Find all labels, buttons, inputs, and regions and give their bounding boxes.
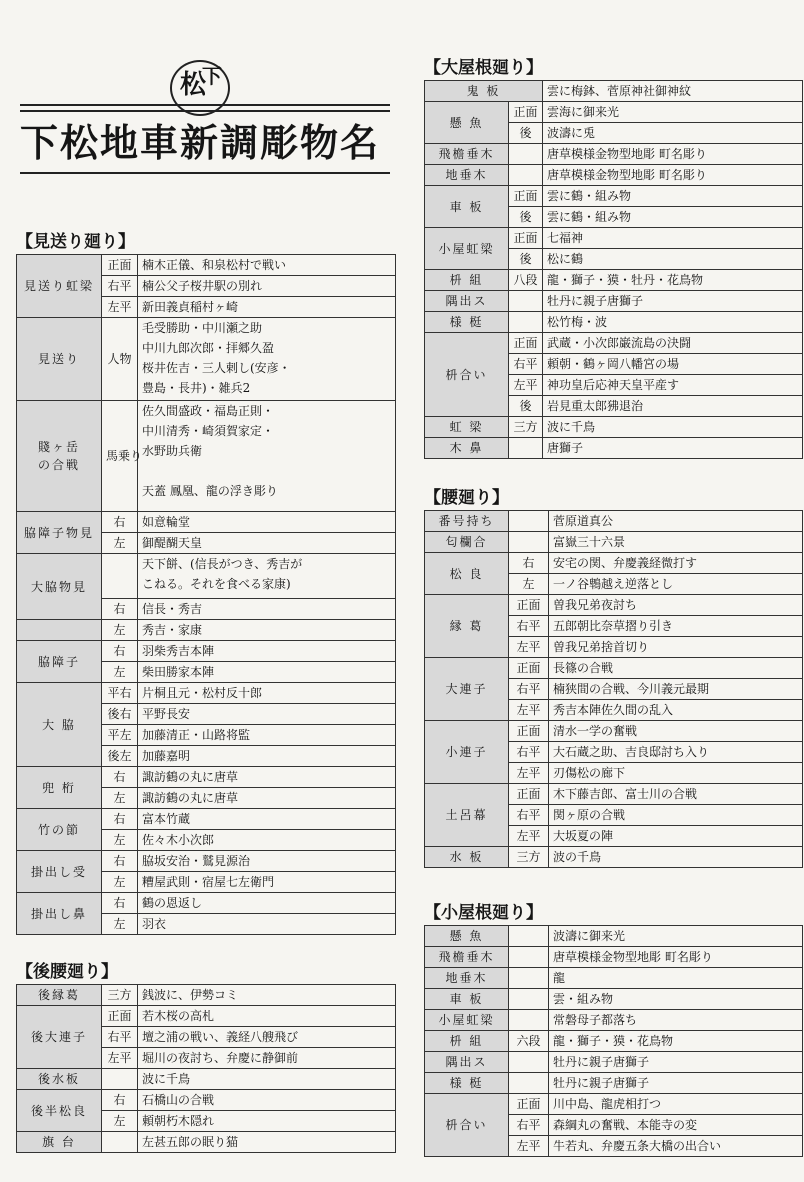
table-row — [17, 985, 396, 1006]
table-row — [17, 1132, 396, 1153]
position-cell: 左平 — [102, 1048, 138, 1069]
position-cell: 右 — [102, 851, 138, 872]
table-row — [425, 438, 803, 459]
table-row — [17, 512, 396, 533]
carving-name: 波濤に御来光 — [549, 926, 803, 947]
position-cell: 右 — [509, 553, 549, 574]
position-cell: 正面 — [509, 186, 543, 207]
position-cell: 三方 — [509, 847, 549, 868]
carving-name: 富本竹蔵 — [138, 809, 396, 830]
row-label: 枡 組 — [425, 270, 509, 291]
position-cell — [509, 947, 549, 968]
table-row — [425, 1073, 803, 1094]
table-row — [17, 1069, 396, 1090]
row-label: 脇障子物見 — [17, 512, 102, 554]
position-cell: 左平 — [102, 297, 138, 318]
position-cell: 右平 — [509, 679, 549, 700]
row-label: 懸 魚 — [425, 926, 509, 947]
position-cell: 左 — [102, 1111, 138, 1132]
row-label: 車 板 — [425, 186, 509, 228]
position-cell: 左 — [509, 574, 549, 595]
position-cell: 後左 — [102, 746, 138, 767]
carving-name: 佐々木小次郎 — [138, 830, 396, 851]
position-cell: 左平 — [509, 700, 549, 721]
section-title: 【見送り廻り】 — [16, 232, 135, 252]
position-cell — [509, 1010, 549, 1031]
position-cell: 右 — [102, 512, 138, 533]
carving-name: 脇坂安治・鷲見源治 — [138, 851, 396, 872]
carving-name: 牡丹に親子唐獅子 — [543, 291, 803, 312]
row-label: 隅出ス — [425, 1052, 509, 1073]
row-label: 兜 桁 — [17, 767, 102, 809]
carving-name: 堀川の夜討ち、弁慶に静御前 — [138, 1048, 396, 1069]
carving-name: 波濤に兎 — [543, 123, 803, 144]
position-cell — [509, 144, 543, 165]
carving-name: 松竹梅・波 — [543, 312, 803, 333]
carving-name: 若木桜の高札 — [138, 1006, 396, 1027]
table-row — [425, 165, 803, 186]
position-cell: 正面 — [509, 658, 549, 679]
section-table — [424, 80, 803, 459]
table-row — [425, 847, 803, 868]
position-cell: 右 — [102, 599, 138, 620]
position-cell: 後右 — [102, 704, 138, 725]
table-row — [17, 641, 396, 662]
table-row — [425, 102, 803, 123]
position-cell: 右平 — [509, 354, 543, 375]
carving-name: 大石蔵之助、吉良邸討ち入り — [549, 742, 803, 763]
position-cell: 正面 — [102, 1006, 138, 1027]
position-cell — [509, 926, 549, 947]
section — [424, 901, 803, 1157]
carving-name: 佐久間盛政・福島正則・ 中川清秀・崎須賀家定・ 水野助兵衛 天蓋 鳳凰、龍の浮き彫り — [138, 401, 396, 512]
table-row — [425, 926, 803, 947]
carving-name: 牡丹に親子唐獅子 — [549, 1073, 803, 1094]
position-cell — [509, 532, 549, 553]
title-rule-top-2 — [20, 110, 390, 112]
row-label: 見送り — [17, 318, 102, 401]
carving-name: 唐草模様金物型地彫 町名彫り — [543, 144, 803, 165]
row-label: 様 梃 — [425, 312, 509, 333]
carving-name: 七福神 — [543, 228, 803, 249]
table-row — [425, 312, 803, 333]
carving-name: 諏訪鶴の丸に唐草 — [138, 788, 396, 809]
table-row — [425, 1094, 803, 1115]
table-row — [17, 318, 396, 401]
carving-name: 鶴の恩返し — [138, 893, 396, 914]
carving-name: 加藤清正・山路将監 — [138, 725, 396, 746]
carving-name: 関ヶ原の合戦 — [549, 805, 803, 826]
row-label: 松 良 — [425, 553, 509, 595]
carving-name: 石橋山の合戦 — [138, 1090, 396, 1111]
logo-char-1: 松 — [180, 70, 207, 100]
row-label: 地垂木 — [425, 165, 509, 186]
carving-name: 信長・秀吉 — [138, 599, 396, 620]
section — [16, 230, 396, 935]
position-cell: 正面 — [509, 784, 549, 805]
table-row — [425, 1010, 803, 1031]
position-cell: 左 — [102, 872, 138, 893]
section — [424, 486, 803, 868]
row-label: 地垂木 — [425, 968, 509, 989]
row-label: 様 梃 — [425, 1073, 509, 1094]
position-cell: 正面 — [509, 333, 543, 354]
position-cell: 右 — [102, 809, 138, 830]
carving-name: 唐草模様金物型地彫 町名彫り — [549, 947, 803, 968]
carving-name: 武蔵・小次郎巌流島の決闘 — [543, 333, 803, 354]
table-row — [17, 554, 396, 599]
carving-name: 牛若丸、弁慶五条大橋の出合い — [549, 1136, 803, 1157]
table-row — [425, 553, 803, 574]
row-label: 掛出し受 — [17, 851, 102, 893]
carving-name: 雲に梅鉢、菅原神社御神紋 — [543, 81, 803, 102]
position-cell — [509, 312, 543, 333]
row-label: 枡合い — [425, 1094, 509, 1157]
row-label: 後縁葛 — [17, 985, 102, 1006]
carving-name: 大坂夏の陣 — [549, 826, 803, 847]
table-row — [425, 784, 803, 805]
table-row — [17, 893, 396, 914]
carving-name: 諏訪鶴の丸に唐草 — [138, 767, 396, 788]
carving-name: 雲海に御来光 — [543, 102, 803, 123]
row-label: 竹の節 — [17, 809, 102, 851]
carving-name: 曽我兄弟捨首切り — [549, 637, 803, 658]
carving-name: 雲に鶴・組み物 — [543, 207, 803, 228]
carving-name: 頼朝・鶴ヶ岡八幡宮の場 — [543, 354, 803, 375]
logo-char-2: 下 — [202, 64, 222, 88]
section-title: 【大屋根廻り】 — [424, 58, 543, 78]
section-table — [424, 925, 803, 1157]
carving-name: 波に千鳥 — [543, 417, 803, 438]
position-cell: 後 — [509, 396, 543, 417]
table-row — [17, 851, 396, 872]
carving-name: 波の千鳥 — [549, 847, 803, 868]
position-cell: 右平 — [509, 742, 549, 763]
position-cell: 正面 — [509, 721, 549, 742]
carving-name: 毛受勝助・中川瀬之助 中川九郎次郎・拝郷久盈 桜井佐吉・三人剌し(安彦・ 豊島・長井)・雑兵2 — [138, 318, 396, 401]
table-row — [425, 658, 803, 679]
row-label: 枡 組 — [425, 1031, 509, 1052]
row-label: 枡合い — [425, 333, 509, 417]
position-cell: 右平 — [509, 616, 549, 637]
row-label: 旗 台 — [17, 1132, 102, 1153]
position-cell: 右平 — [509, 805, 549, 826]
position-cell: 左 — [102, 914, 138, 935]
carving-name: 新田義貞稲村ヶ崎 — [138, 297, 396, 318]
position-cell — [102, 1069, 138, 1090]
position-cell: 左 — [102, 620, 138, 641]
logo-emblem — [170, 60, 230, 116]
position-cell: 平右 — [102, 683, 138, 704]
table-row — [425, 144, 803, 165]
carving-name: 楠公父子桜井駅の別れ — [138, 276, 396, 297]
carving-name: 秀吉・家康 — [138, 620, 396, 641]
table-row — [425, 947, 803, 968]
carving-name: 清水一学の奮戦 — [549, 721, 803, 742]
position-cell: 平左 — [102, 725, 138, 746]
position-cell — [509, 438, 543, 459]
carving-name: 楠木正儀、和泉松村で戦い — [138, 255, 396, 276]
table-row — [425, 595, 803, 616]
position-cell: 八段 — [509, 270, 543, 291]
carving-name: 御醍醐天皇 — [138, 533, 396, 554]
section-table — [424, 510, 803, 868]
position-cell: 正面 — [509, 1094, 549, 1115]
row-label: 水 板 — [425, 847, 509, 868]
row-label: 番号持ち — [425, 511, 509, 532]
position-cell: 正面 — [509, 228, 543, 249]
row-label: 鬼 板 — [425, 81, 543, 102]
carving-name: 川中島、龍虎相打つ — [549, 1094, 803, 1115]
table-row — [425, 270, 803, 291]
carving-name: 秀吉本陣佐久間の乱入 — [549, 700, 803, 721]
position-cell — [509, 1052, 549, 1073]
row-label: 小屋虹梁 — [425, 228, 509, 270]
row-label: 飛檐垂木 — [425, 144, 509, 165]
carving-name: 壇之浦の戦い、義経八艘飛び — [138, 1027, 396, 1048]
position-cell: 正面 — [102, 255, 138, 276]
section-title: 【腰廻り】 — [424, 488, 509, 508]
row-label: 飛檐垂木 — [425, 947, 509, 968]
carving-name: 龍・獅子・獏・花鳥物 — [549, 1031, 803, 1052]
row-label: 隅出ス — [425, 291, 509, 312]
row-label: 匂欄合 — [425, 532, 509, 553]
section — [424, 56, 803, 459]
table-row — [425, 81, 803, 102]
table-row — [425, 511, 803, 532]
position-cell: 後 — [509, 207, 543, 228]
title-rule-top — [20, 104, 390, 106]
carving-name: 安宅の関、弁慶義経微打す — [549, 553, 803, 574]
table-row — [425, 721, 803, 742]
table-row — [17, 620, 396, 641]
table-row — [425, 1052, 803, 1073]
position-cell: 左平 — [509, 763, 549, 784]
row-label: 縁 葛 — [425, 595, 509, 658]
section-table — [16, 984, 396, 1153]
carving-name: 菅原道真公 — [549, 511, 803, 532]
table-row — [17, 809, 396, 830]
position-cell — [509, 1073, 549, 1094]
position-cell — [509, 165, 543, 186]
title-rule-bottom — [20, 172, 390, 174]
table-row — [17, 401, 396, 512]
row-label: 土呂幕 — [425, 784, 509, 847]
table-row — [425, 417, 803, 438]
position-cell — [509, 291, 543, 312]
carving-name: 頼朝朽木隠れ — [138, 1111, 396, 1132]
carving-name: 神功皇后応神天皇平産す — [543, 375, 803, 396]
position-cell: 後 — [509, 123, 543, 144]
carving-name: 雲に鶴・組み物 — [543, 186, 803, 207]
table-row — [17, 767, 396, 788]
page-header — [20, 58, 390, 168]
position-cell: 六段 — [509, 1031, 549, 1052]
carving-name: 楠狭間の合戦、今川義元最期 — [549, 679, 803, 700]
carving-name: 森綱丸の奮戦、本能寺の変 — [549, 1115, 803, 1136]
carving-name: 左甚五郎の眠り猫 — [138, 1132, 396, 1153]
table-row — [17, 1090, 396, 1111]
row-label: 後大連子 — [17, 1006, 102, 1069]
table-row — [17, 683, 396, 704]
carving-name: 羽柴秀吉本陣 — [138, 641, 396, 662]
position-cell — [102, 554, 138, 599]
carving-name: 片桐且元・松村反十郎 — [138, 683, 396, 704]
row-label: 賤ヶ岳 の合戦 — [17, 401, 102, 512]
carving-name: 龍 — [549, 968, 803, 989]
position-cell — [509, 968, 549, 989]
position-cell: 右平 — [102, 276, 138, 297]
row-label: 車 板 — [425, 989, 509, 1010]
position-cell: 左平 — [509, 1136, 549, 1157]
table-row — [425, 333, 803, 354]
carving-name: 木下藤吉郎、富士川の合戦 — [549, 784, 803, 805]
carving-name: 松に鶴 — [543, 249, 803, 270]
position-cell — [102, 1132, 138, 1153]
carving-name: 如意輪堂 — [138, 512, 396, 533]
position-cell: 右 — [102, 767, 138, 788]
row-label: 大 脇 — [17, 683, 102, 767]
row-label: 後水板 — [17, 1069, 102, 1090]
table-row — [17, 1006, 396, 1027]
table-row — [425, 1031, 803, 1052]
carving-name: 龍・獅子・獏・牡丹・花鳥物 — [543, 270, 803, 291]
carving-name: 岩見重太郎狒退治 — [543, 396, 803, 417]
position-cell: 左 — [102, 830, 138, 851]
position-cell: 左平 — [509, 826, 549, 847]
carving-name: 柴田勝家本陣 — [138, 662, 396, 683]
table-row — [425, 186, 803, 207]
position-cell: 右 — [102, 641, 138, 662]
table-row — [425, 989, 803, 1010]
position-cell: 三方 — [509, 417, 543, 438]
table-row — [17, 255, 396, 276]
row-label: 脇障子 — [17, 641, 102, 683]
row-label: 後半松良 — [17, 1090, 102, 1132]
carving-name: 刃傷松の廊下 — [549, 763, 803, 784]
position-cell: 馬乗り — [102, 401, 138, 512]
section-title: 【小屋根廻り】 — [424, 903, 543, 923]
position-cell: 右平 — [102, 1027, 138, 1048]
carving-name: 平野長安 — [138, 704, 396, 725]
carving-name: 天下餅、(信長がつき、秀吉が こねる。それを食べる家康) — [138, 554, 396, 599]
carving-name: 常磐母子都落ち — [549, 1010, 803, 1031]
row-label: 見送り虹梁 — [17, 255, 102, 318]
position-cell: 左平 — [509, 375, 543, 396]
row-label: 懸 魚 — [425, 102, 509, 144]
carving-name: 富嶽三十六景 — [549, 532, 803, 553]
table-row — [425, 228, 803, 249]
position-cell — [509, 989, 549, 1010]
position-cell: 正面 — [509, 595, 549, 616]
position-cell: 後 — [509, 249, 543, 270]
row-label: 大連子 — [425, 658, 509, 721]
carving-name: 波に千鳥 — [138, 1069, 396, 1090]
section-title: 【後腰廻り】 — [16, 962, 118, 982]
carving-name: 一ノ谷鵯越え逆落とし — [549, 574, 803, 595]
position-cell: 正面 — [509, 102, 543, 123]
position-cell: 人物 — [102, 318, 138, 401]
table-row — [425, 968, 803, 989]
carving-name: 五郎朝比奈草摺り引き — [549, 616, 803, 637]
table-row — [425, 532, 803, 553]
row-label: 掛出し鼻 — [17, 893, 102, 935]
carving-name: 加藤嘉明 — [138, 746, 396, 767]
section-table — [16, 254, 396, 935]
position-cell: 右平 — [509, 1115, 549, 1136]
position-cell — [509, 511, 549, 532]
carving-name: 糟屋武則・宿屋七左衛門 — [138, 872, 396, 893]
row-label: 大脇物見 — [17, 554, 102, 620]
carving-name: 牡丹に親子唐獅子 — [549, 1052, 803, 1073]
row-label: 虹 梁 — [425, 417, 509, 438]
position-cell: 三方 — [102, 985, 138, 1006]
row-label — [17, 620, 102, 641]
carving-name: 羽衣 — [138, 914, 396, 935]
page-title: 下松地車新調彫物名 — [20, 120, 381, 165]
table-row — [425, 291, 803, 312]
row-label: 小屋虹梁 — [425, 1010, 509, 1031]
position-cell: 左 — [102, 533, 138, 554]
carving-name: 雲・組み物 — [549, 989, 803, 1010]
position-cell: 右 — [102, 1090, 138, 1111]
row-label: 小連子 — [425, 721, 509, 784]
carving-name: 唐草模様金物型地彫 町名彫り — [543, 165, 803, 186]
carving-name: 銭波に、伊勢コミ — [138, 985, 396, 1006]
position-cell: 左平 — [509, 637, 549, 658]
section — [16, 960, 396, 1153]
carving-name: 唐獅子 — [543, 438, 803, 459]
position-cell: 左 — [102, 662, 138, 683]
row-label: 木 鼻 — [425, 438, 509, 459]
carving-name: 曽我兄弟夜討ち — [549, 595, 803, 616]
position-cell: 左 — [102, 788, 138, 809]
position-cell: 右 — [102, 893, 138, 914]
carving-name: 長篠の合戦 — [549, 658, 803, 679]
